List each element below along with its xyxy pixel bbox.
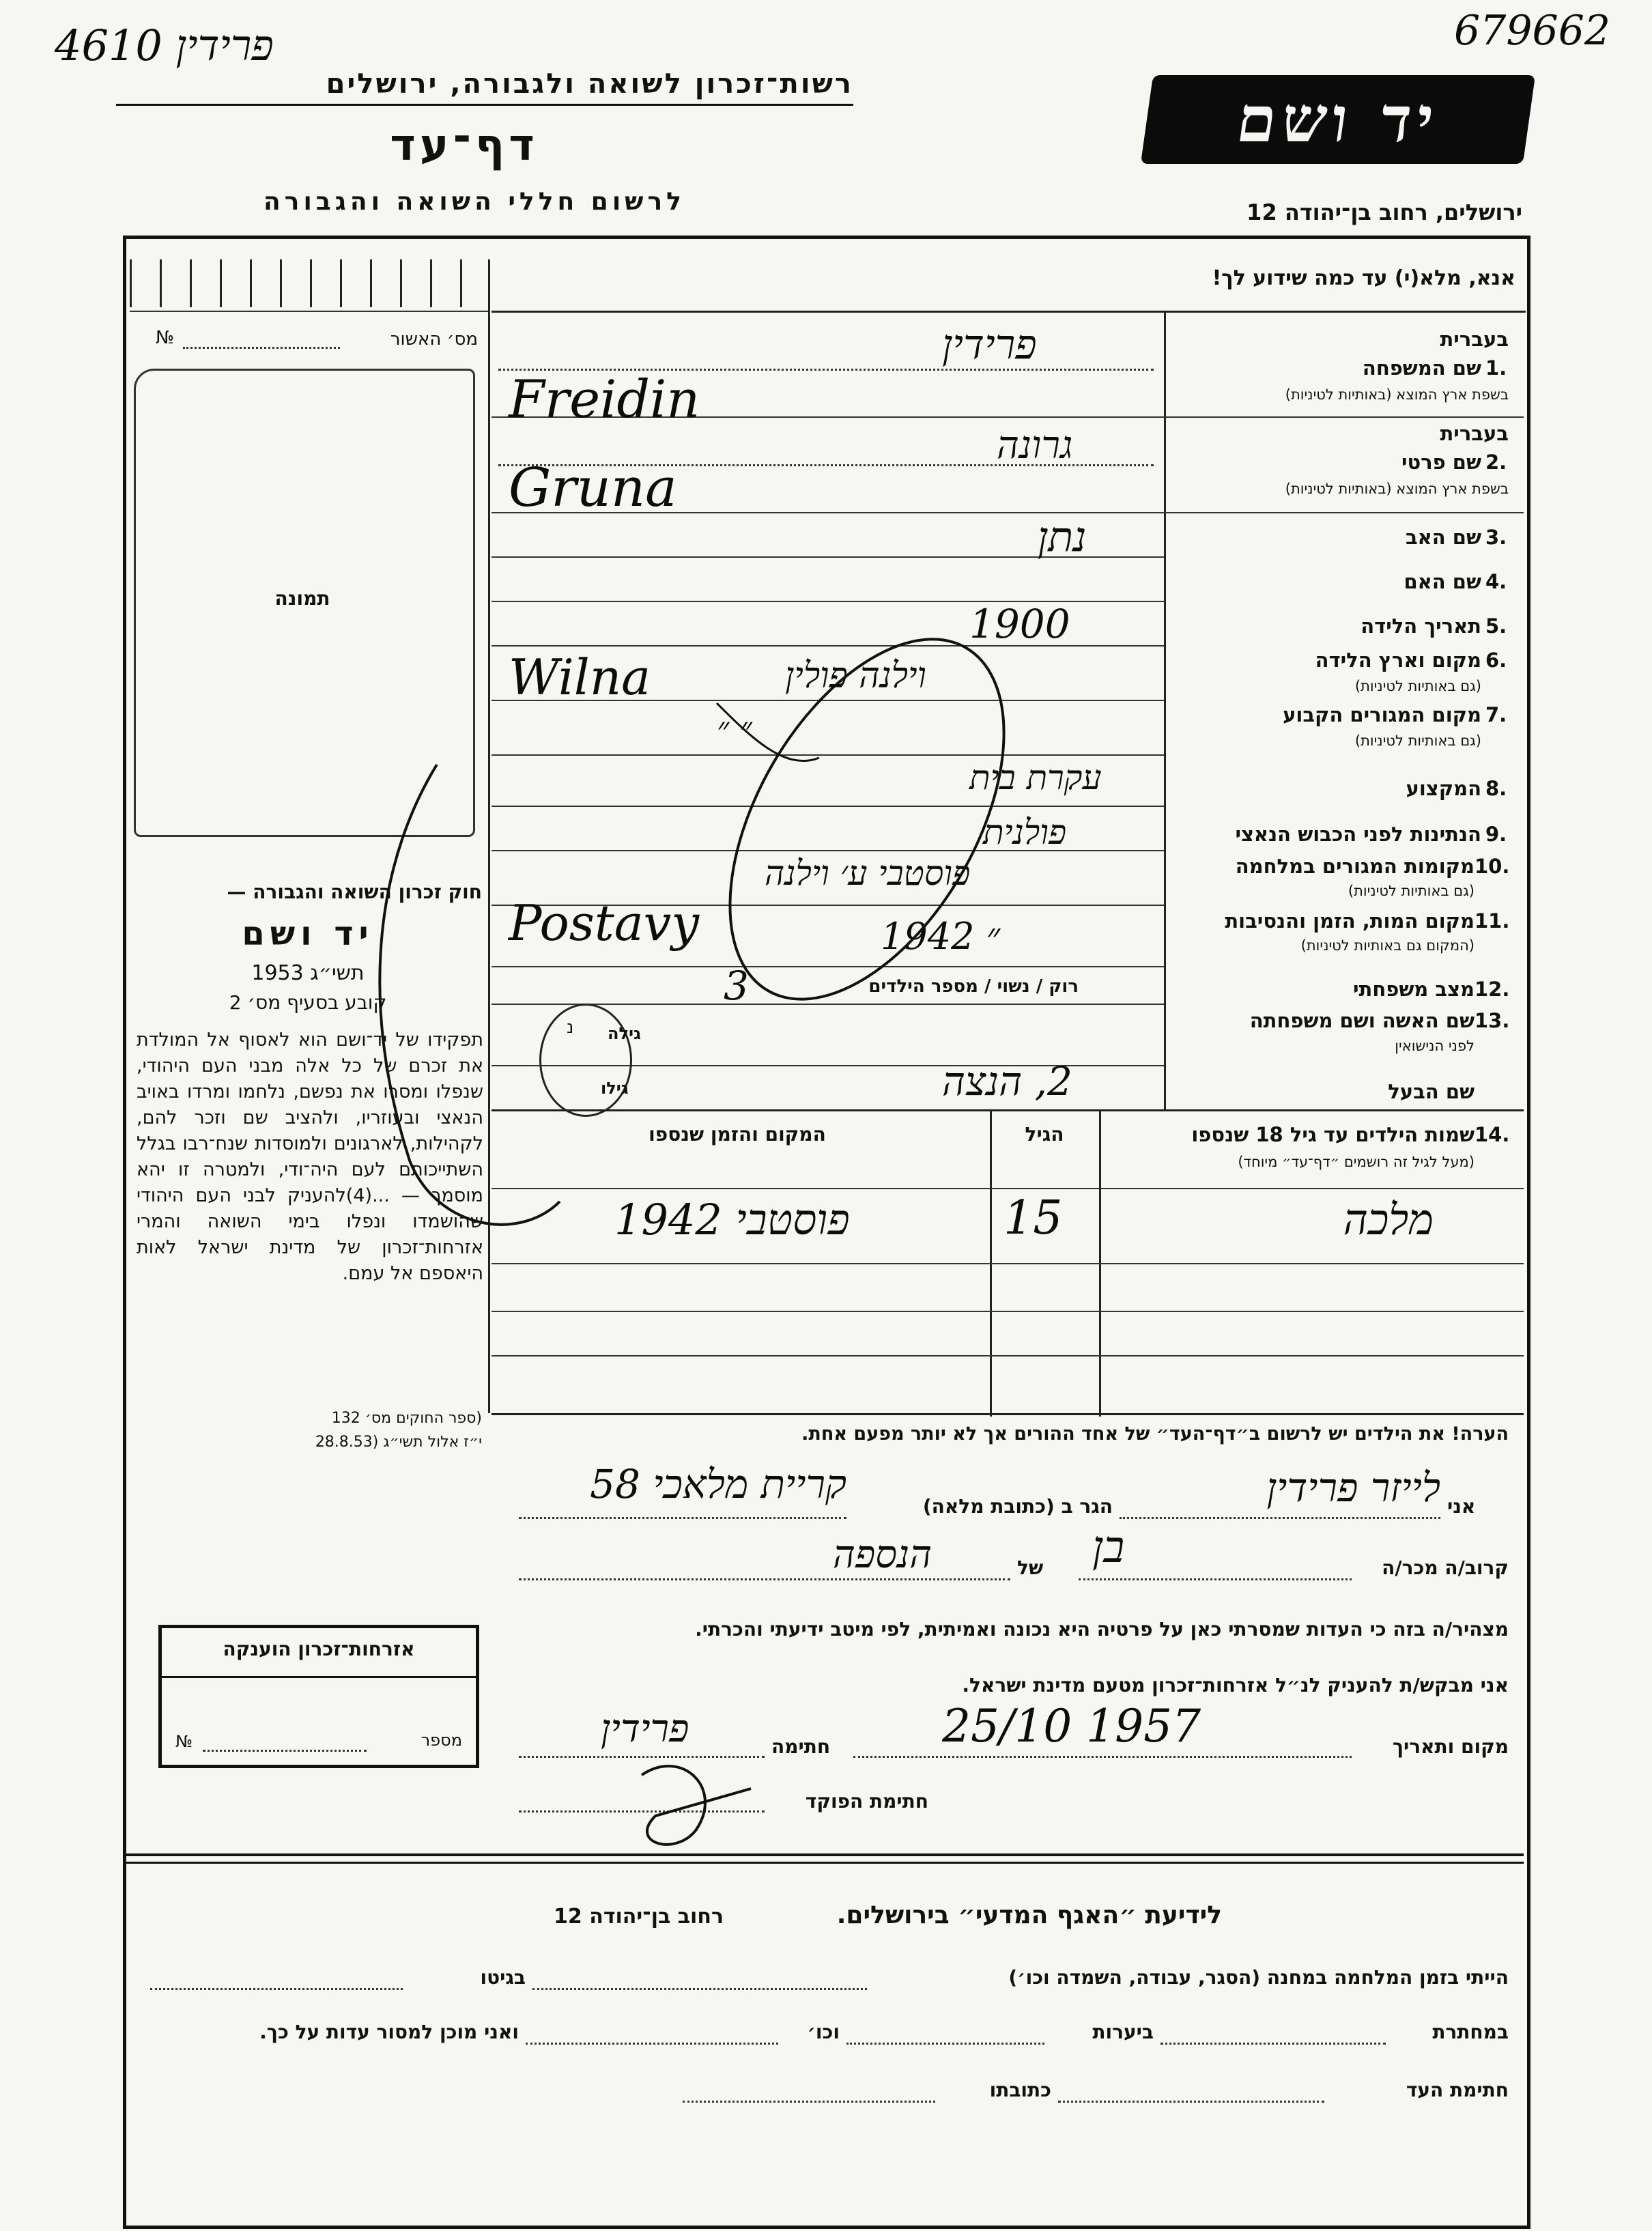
corner-mark-right: 679662 [1454, 7, 1611, 55]
field-5-num: 5. [1485, 614, 1507, 638]
value-father-he: נתן [1038, 513, 1087, 561]
decl-of-label: של [1017, 1557, 1044, 1579]
value-birthdate: 1900 [969, 601, 1070, 647]
field-6-num: 6. [1485, 649, 1507, 672]
husband-value: 2, הנצה [942, 1058, 1072, 1105]
field-8-label: המקצוע [1406, 777, 1481, 800]
approval-number-label: מס׳ האשור [390, 329, 478, 350]
field-2-sub: בשפת ארץ המוצא (באותיות לטיניות) [1285, 481, 1509, 497]
bottom-line1: הייתי בזמן המלחמה במחנה (הסגר, עבודה, השמדה וכו׳) [1008, 1966, 1509, 1989]
pen-stroke-left [380, 765, 560, 1225]
value-surname-he: פרידין [942, 321, 1037, 369]
field-9-num: 9. [1485, 823, 1507, 846]
corner-mark-left: 4610 פרידין [55, 20, 274, 70]
citizenship-number-sign: № [175, 1732, 193, 1751]
field-12-num: 12. [1475, 978, 1510, 1001]
law-date: י״ז אלול תשי״ג (28.8.53 [315, 1434, 482, 1451]
field-8-num: 8. [1485, 777, 1507, 800]
value-wartime-latin: Postavy [509, 894, 700, 952]
children-num: 14. [1475, 1123, 1510, 1146]
field-7-num: 7. [1485, 703, 1507, 726]
decl-signature-label: חתימה [771, 1735, 831, 1758]
field-1-sub: בשפת ארץ המוצא (באותיות לטיניות) [1285, 386, 1509, 403]
decl-relative-label: קרוב/ה מכר/ה [1382, 1557, 1509, 1579]
field-11-label: מקום המות, הזמן והנסיבות [1225, 909, 1475, 933]
children-place-header: המקום והזמן שנספו [649, 1123, 826, 1146]
photo-label: תמונה [274, 587, 330, 610]
child-place: פוסטבי 1942 [614, 1195, 850, 1245]
instruction: אנא, מלא(י) עד כמה שידוע לך! [1212, 266, 1515, 290]
value-death: ״ 1942 [881, 915, 1001, 958]
field-2-label: שם פרטי [1401, 451, 1481, 474]
note: הערה! את הילדים יש לרשום ב״דף־העד״ של אחד ההורים אך לא יותר מפעם אחת. [801, 1423, 1509, 1445]
field-2-num: 2. [1485, 451, 1507, 474]
decl-relation-value: בן [1092, 1522, 1125, 1573]
value-firstname-latin: Gruna [509, 457, 677, 519]
decl-signature-value: פרידין [601, 1707, 689, 1751]
form-subtitle: לרשום חללי השואה והגבורה [264, 188, 685, 216]
field-7-label: מקום המגורים הקבוע [1283, 703, 1481, 726]
field-1-num: 1. [1485, 356, 1507, 380]
field-11-sub: (המקום גם באותיות לטיניות) [1300, 937, 1475, 954]
bottom-line2-a: במחתרת [1432, 2021, 1509, 2043]
value-residence: ״ ״ [717, 710, 752, 748]
decl-official-label: חתימת הפוקד [805, 1790, 928, 1813]
decl-of-value: הנספה [833, 1533, 932, 1577]
wife-side-3: גילו [601, 1079, 629, 1098]
field-13-sub: לפני הנישואין [1395, 1038, 1475, 1054]
field-10-sub: (גם באותיות לטיניות) [1348, 883, 1475, 899]
field-10-label: מקומות המגורים במלחמה [1235, 855, 1475, 878]
value-firstname-he: גרונה [997, 423, 1073, 468]
decl-living-label: הגר ב (כתובת מלאה) [922, 1495, 1113, 1518]
children-age-header: הגיל [1025, 1123, 1064, 1146]
wife-side-2: גילה [608, 1024, 641, 1043]
law-year: תשי״ג 1953 [251, 961, 365, 985]
hebrew-label-2: בעברית [1440, 422, 1509, 445]
value-birthplace-he: וילנה פולין [785, 655, 926, 696]
value-birthplace-latin: Wilna [509, 649, 651, 706]
bottom-line3-b: כתובתו [989, 2079, 1051, 2101]
bottom-heading: לידיעת ״האגף המדעי״ בירושלים. [836, 1901, 1222, 1929]
citizenship-number-label: מספר [421, 1731, 462, 1750]
field-11-num: 11. [1475, 909, 1510, 933]
decl-me-label: אני [1447, 1495, 1476, 1518]
value-profession: עקרת בית [969, 758, 1102, 797]
bottom-line2-end: ואני מוכן למסור עדות על כך. [259, 2021, 519, 2043]
husband-label: שם הבעל [1388, 1080, 1475, 1103]
law-clause: קובע בסעיף מס׳ 2 [229, 991, 387, 1014]
approval-number-sign: № [156, 328, 175, 348]
decl-place-date-label: מקום ותאריך [1392, 1735, 1509, 1758]
decl-request: אני מבקש/ת להעניק לנ״ל אזרחות־זכרון מטעם מדינת ישראל. [962, 1674, 1509, 1696]
field-4-label: שם האם [1404, 570, 1481, 593]
field-5-label: תאריך הלידה [1361, 614, 1481, 638]
pen-signature-official [642, 1766, 751, 1845]
field-1-label: שם המשפחה [1362, 356, 1481, 380]
pen-loop-large [673, 593, 1060, 1045]
bottom-line2-c: וכו׳ [807, 2021, 840, 2043]
law-name: יד ושם [242, 915, 374, 953]
value-surname-latin: Freidin [509, 369, 700, 429]
field-3-label: שם האב [1405, 526, 1481, 549]
children-label: שמות הילדים עד גיל 18 שנספו [1191, 1123, 1475, 1146]
bottom-line3-a: חתימת העד [1406, 2079, 1509, 2101]
field-4-num: 4. [1485, 570, 1507, 593]
field-7-sub: (גם באותיות לטיניות) [1354, 733, 1481, 749]
hebrew-label-1: בעברית [1440, 328, 1509, 351]
children-sub: (מעל לגיל זה רושמים ״דף־עד״ מיוחד) [1238, 1154, 1475, 1170]
bottom-line1-end: בגיטו [480, 1966, 526, 1989]
value-wartime-he: פוסטבי ע׳ וילנה [765, 853, 971, 893]
family-status-value: 3 [724, 963, 749, 1009]
child-name: מלכה [1343, 1195, 1434, 1245]
form-title: דף־עד [390, 120, 539, 171]
decl-address-value: קריית מלאכי 58 [590, 1461, 846, 1507]
field-10-num: 10. [1475, 855, 1510, 878]
pen-stroke-hook [717, 703, 819, 761]
bottom-address: רחוב בן־יהודה 12 [554, 1905, 724, 1929]
law-title: חוק זכרון השואה והגבורה — [227, 881, 482, 903]
logo-text: יד ושם [1232, 83, 1444, 156]
law-text: תפקידו של יד־ושם הוא לאסוף אל המולדת את זכרם של כל אלה מבני העם היהודי, שנפלו ומסרו את נפשם, נלחמו ומרדו באויב הנאצי ובעוזריו, ולהציב שם וזכר להם, לקהילות, לארגונים ולמוסדות שנח־רבו בגלל השתייכותם לעם היה־ודי, ולמטרה זו יהא מוסמך — ...(4)להעניק לבני העם היהודי שהושמדו ונפלו בימי השואה והמרי אזרחות־זכרון של מדינת ישראל לאות היאספם אל עמם. [137, 1029, 483, 1284]
field-13-label: שם האשה ושם משפחתה [1249, 1009, 1475, 1032]
field-6-label: מקום וארץ הלידה [1315, 649, 1481, 672]
decl-me-value: לייזר פרידין [1266, 1464, 1440, 1511]
header-address: ירושלים, רחוב בן־יהודה 12 [1247, 199, 1522, 225]
law-ref: (ספר החוקים מס׳ 132 [331, 1410, 482, 1427]
family-status-options: רוק / נשוי / מספר הילדים [868, 976, 1079, 997]
child-age: 15 [1003, 1191, 1063, 1245]
header-authority: רשות־זכרון לשואה ולגבורה, ירושלים [326, 68, 853, 100]
decl-place-date-value: 25/10 1957 [942, 1700, 1201, 1752]
bottom-line2-b: ביערות [1092, 2021, 1154, 2043]
field-6-sub: (גם באותיות לטיניות) [1354, 678, 1481, 694]
field-3-num: 3. [1485, 526, 1507, 549]
field-12-label: מצב משפחתי [1352, 978, 1475, 1001]
citizenship-box-title: אזרחות־זכרון הוענקה [223, 1638, 415, 1660]
wife-side-1: נ [567, 1017, 574, 1038]
value-nationality: פולנית [983, 812, 1067, 852]
field-13-num: 13. [1475, 1009, 1510, 1032]
decl-affirm: מצהיר/ה בזה כי העדות שמסרתי כאן על פרטיה היא נכונה ואמיתית, לפי מיטב ידיעתי והכרתי. [695, 1618, 1509, 1640]
field-9-label: הנתינות לפני הכבוש הנאצי [1235, 823, 1481, 846]
